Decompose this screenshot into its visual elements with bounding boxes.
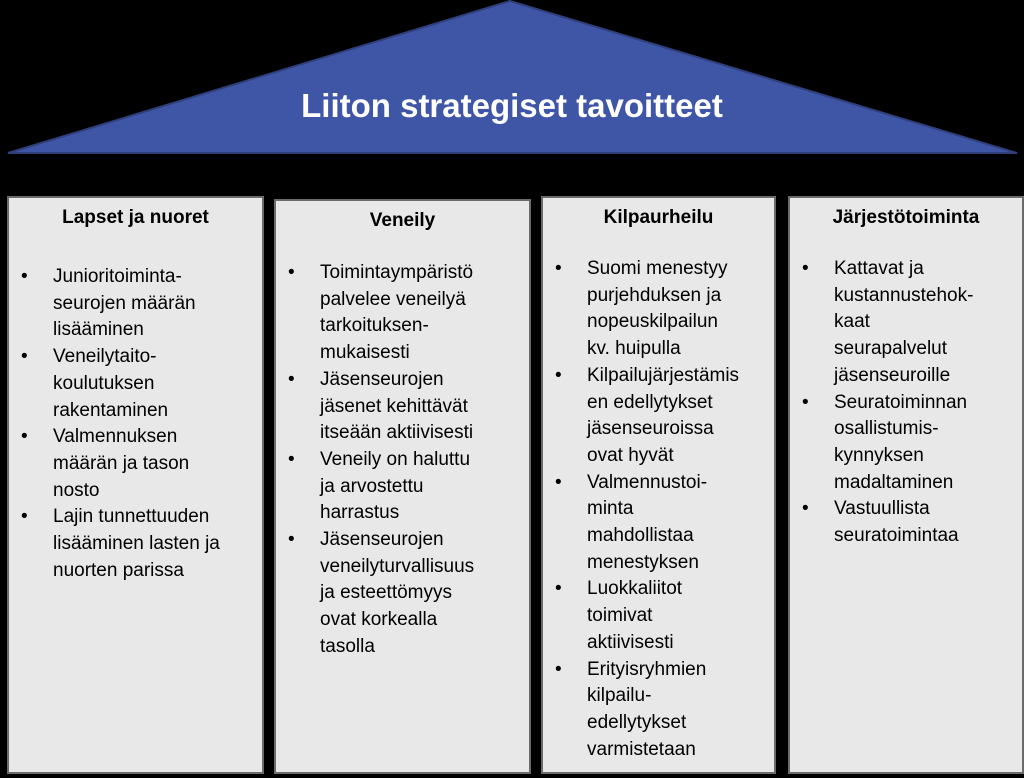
goal-text-line: kynnyksen xyxy=(834,444,924,466)
bullet-icon: • xyxy=(288,262,295,283)
goal-text-line: tarkoituksen- xyxy=(320,315,429,337)
bullet-icon: • xyxy=(802,391,809,413)
goal-text-line: Jäsenseurojen xyxy=(320,529,444,551)
goal-text-line: rakentaminen xyxy=(53,399,169,421)
goal-text-line: nosto xyxy=(53,479,100,501)
goal-text-line: lisääminen lasten ja xyxy=(53,533,220,555)
bullet-icon: • xyxy=(555,364,562,386)
pillar-heading: Lapset ja nuoret xyxy=(62,207,209,228)
goal-text-line: tasolla xyxy=(320,635,375,657)
goal-text-line: ja arvostettu xyxy=(320,475,424,497)
bullet-icon: • xyxy=(555,658,562,680)
goal-text-line: koulutuksen xyxy=(53,372,155,394)
goal-item xyxy=(276,260,529,367)
goal-text-line: Suomi menestyy xyxy=(587,258,728,279)
goal-text-line: palvelee veneilyä xyxy=(320,288,466,310)
goal-text-line: kaat xyxy=(834,311,870,333)
goal-text-line: varmistetaan xyxy=(587,738,696,760)
goal-text-line: aktiivisesti xyxy=(587,631,674,653)
bullet-icon: • xyxy=(21,426,28,448)
goal-text-line: jäsenseuroille xyxy=(834,364,951,386)
bullet-icon: • xyxy=(802,498,809,520)
goal-item xyxy=(9,264,262,344)
bullet-icon: • xyxy=(288,448,295,470)
goal-text-line: Vastuullista xyxy=(834,498,930,520)
goal-text-line: nuorten parissa xyxy=(53,559,184,581)
goal-item xyxy=(9,424,262,504)
pillar-kilpaurheilu xyxy=(541,196,776,774)
bullet-icon: • xyxy=(21,346,28,368)
goal-text-line: Toimintaympäristö xyxy=(320,262,474,283)
roof-title: Liiton strategiset tavoitteet xyxy=(301,87,723,124)
goal-text-line: ovat korkealla xyxy=(320,609,438,631)
pillar-veneily xyxy=(274,199,531,774)
goal-text-line: harrastus xyxy=(320,502,400,524)
goal-text-line: jäsenseuroissa xyxy=(587,418,714,440)
goal-text-line: Kattavat ja xyxy=(834,258,924,279)
bullet-icon: • xyxy=(555,578,562,600)
goal-text-line: kilpailu- xyxy=(587,685,652,707)
pillar-lapset-ja-nuoret xyxy=(7,196,264,774)
goal-text-line: Veneily on haluttu xyxy=(320,448,471,470)
goal-text-line: veneilyturvallisuus xyxy=(320,555,475,577)
goal-text-line: purjehduksen ja xyxy=(587,284,722,306)
goal-text-line: lisääminen xyxy=(53,319,144,341)
goal-text-line: Seuratoiminnan xyxy=(834,391,968,413)
goal-text-line: seuratoimintaa xyxy=(834,525,959,547)
bullet-icon: • xyxy=(802,258,809,279)
goal-text-line: menestyksen xyxy=(587,551,699,573)
goal-text-line: edellytykset xyxy=(587,711,687,733)
goal-text-line: Kilpailujärjestämis xyxy=(587,364,740,386)
goal-text-line: madaltaminen xyxy=(834,471,954,493)
goal-text-line: toimivat xyxy=(587,605,653,627)
goal-text-line: kustannustehok- xyxy=(834,284,974,306)
goal-item xyxy=(276,447,529,527)
goal-text-line: Veneilytaito- xyxy=(53,346,157,368)
goal-text-line: itseään aktiivisesti xyxy=(320,422,474,444)
goal-text-line: seurapalvelut xyxy=(834,338,948,360)
goal-text-line: Luokkaliitot xyxy=(587,578,683,600)
goal-item xyxy=(790,256,1022,390)
goal-list xyxy=(543,256,774,763)
goal-text-line: Jäsenseurojen xyxy=(320,368,444,390)
goal-item xyxy=(276,367,529,447)
goal-text-line: seurojen määrän xyxy=(53,292,196,314)
goal-text-line: Junioritoiminta- xyxy=(53,266,182,287)
bullet-icon: • xyxy=(555,471,562,493)
goal-item xyxy=(543,470,774,577)
goal-list xyxy=(790,256,1022,550)
bullet-icon: • xyxy=(555,258,562,279)
goal-item xyxy=(543,256,774,363)
goal-text-line: ja esteettömyys xyxy=(320,582,452,604)
goal-item xyxy=(9,344,262,424)
bullet-icon: • xyxy=(21,266,28,287)
bullet-icon: • xyxy=(21,506,28,528)
goal-item xyxy=(276,527,529,661)
goal-text-line: määrän ja tason xyxy=(53,452,190,474)
goal-text-line: minta xyxy=(587,498,634,520)
goal-text-line: Valmennuksen xyxy=(53,426,178,448)
goal-list xyxy=(9,264,262,584)
roof-triangle xyxy=(0,0,1024,160)
goal-text-line: mahdollistaa xyxy=(587,525,694,547)
goal-text-line: Valmennustoi- xyxy=(587,471,708,493)
goal-text-line: ovat hyvät xyxy=(587,444,674,466)
goal-text-line: en edellytykset xyxy=(587,391,713,413)
goal-list xyxy=(276,260,529,661)
goal-text-line: kv. huipulla xyxy=(587,338,681,360)
bullet-icon: • xyxy=(288,529,295,551)
goal-item xyxy=(543,657,774,764)
goal-item xyxy=(790,390,1022,497)
bullet-icon: • xyxy=(288,368,295,390)
goal-item xyxy=(9,504,262,584)
goal-text-line: Erityisryhmien xyxy=(587,658,707,680)
goal-text-line: osallistumis- xyxy=(834,418,939,440)
goal-item xyxy=(543,576,774,656)
goal-text-line: mukaisesti xyxy=(320,342,410,364)
goal-text-line: jäsenet kehittävät xyxy=(320,395,468,417)
goal-text-line: nopeuskilpailun xyxy=(587,311,718,333)
goal-item xyxy=(543,363,774,470)
goal-item xyxy=(790,496,1022,549)
pillar-heading: Järjestötoiminta xyxy=(832,207,980,228)
pillar-jarjestotoiminta xyxy=(788,196,1024,774)
pillar-heading: Veneily xyxy=(369,210,436,231)
goal-text-line: Lajin tunnettuuden xyxy=(53,506,210,528)
pillar-heading: Kilpaurheilu xyxy=(603,207,714,228)
